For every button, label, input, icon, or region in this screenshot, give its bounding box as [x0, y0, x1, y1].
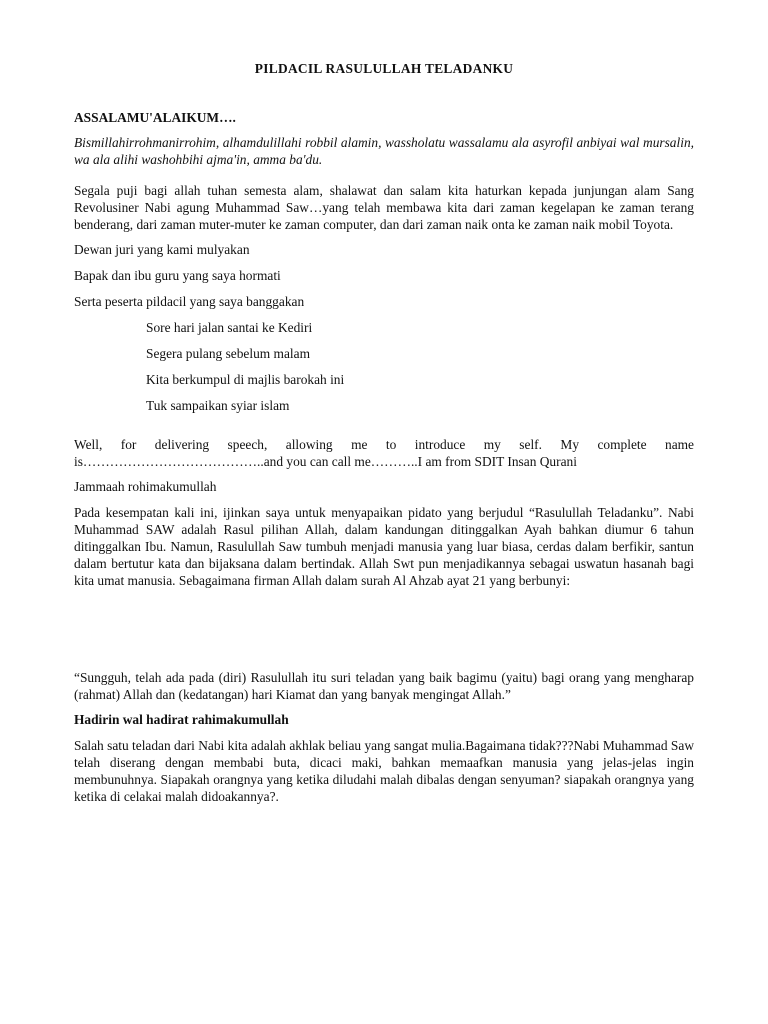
address-hadirin: Hadirin wal hadirat rahimakumullah [74, 712, 289, 727]
salutation-teachers: Bapak dan ibu guru yang saya hormati [74, 268, 281, 283]
pantun-line-1: Sore hari jalan santai ke Kediri [146, 320, 313, 335]
salutation-jury: Dewan juri yang kami mulyakan [74, 242, 250, 257]
opening-prayer: Bismillahirrohmanirrohim, alhamdulillahi robbil alamin, wassholatu wassalamu ala asyrofil anbiyai wal mursalin, wa ala alihi washohbihi ajma'in, amma ba'du. [74, 135, 694, 167]
pantun-line-2: Segera pulang sebelum malam [146, 346, 310, 361]
document-body [74, 60, 694, 813]
greeting: ASSALAMU'ALAIKUM…. [74, 110, 236, 125]
pantun-line-4: Tuk sampaikan syiar islam [146, 398, 290, 413]
praise-paragraph: Segala puji bagi allah tuhan semesta alam, shalawat dan salam kita haturkan kepada junjungan alam Sang Revolusiner Nabi agung Muhammad Saw…yang telah membawa kita dari zaman kegelapan ke zaman terang benderang, dari zaman muter-muter ke zaman computer, dan dari zaman naik onta ke zaman naik mobil Toyota. [74, 183, 694, 232]
address-jamaah: Jammaah rohimakumullah [74, 479, 217, 494]
quran-quote: “Sungguh, telah ada pada (diri) Rasulullah itu suri teladan yang baik bagimu (yaitu) bagi orang yang mengharap (rahmat) Allah dan (kedatangan) hari Kiamat dan yang banyak mengingat Allah.” [74, 670, 694, 702]
salutation-participants: Serta peserta pildacil yang saya banggakan [74, 294, 305, 309]
example-paragraph: Salah satu teladan dari Nabi kita adalah akhlak beliau yang sangat mulia.Bagaimana tidak???Nabi Muhammad Saw telah diserang dengan membabi buta, dicaci maki, bahkan memaafkan manusia yang jelas-jelas ingin membunuhnya. Siapakah orangnya yang ketika diludahi malah dibalas dengan senyuman? siapakah orangnya yang ketika di celakai malah didoakannya?. [74, 738, 694, 804]
pantun-line-3: Kita berkumpul di majlis barokah ini [146, 372, 345, 387]
document-title: PILDACIL RASULULLAH TELADANKU [254, 61, 514, 76]
introduction-paragraph: Well, for delivering speech, allowing me to introduce my self. My complete name is…………………………………..and you can call me………..I am from SDIT Insan Qurani [74, 437, 694, 469]
main-paragraph: Pada kesempatan kali ini, ijinkan saya untuk menyapaikan pidato yang berjudul “Rasulullah Teladanku”. Nabi Muhammad SAW adalah Rasul pilihan Allah, dalam kandungan ditinggalkan Ayah bahkan diumur 6 tahun ditinggalkan Ibu. Namun, Rasulullah Saw tumbuh menjadi manusia yang luar biasa, cerdas dalam berfikir, santun dalam bertutur kata dan bijaksana dalam bertindak. Allah Swt pun menjadikannya sebagai uswatun hasanah bagi kita umat manusia. Sebagaimana firman Allah dalam surah Al Ahzab ayat 21 yang berbunyi: [74, 505, 694, 588]
